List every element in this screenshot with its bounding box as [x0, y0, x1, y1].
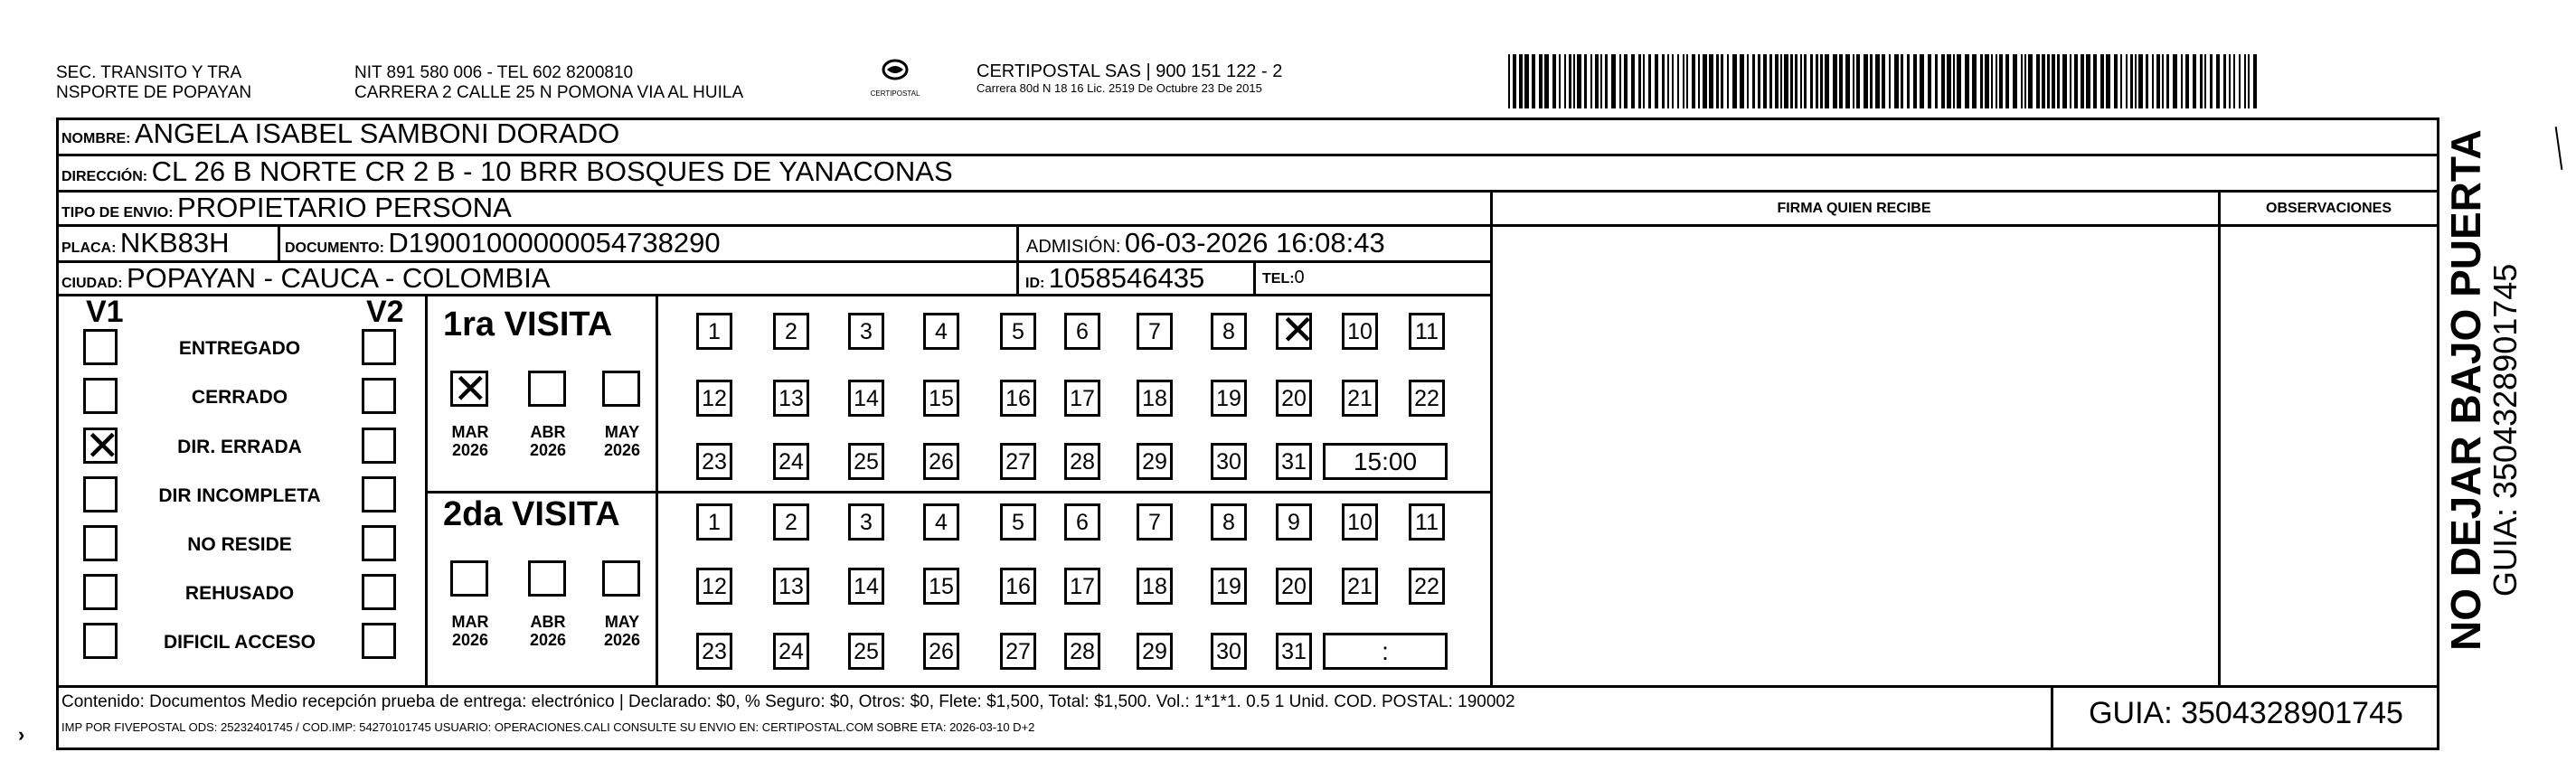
tipo-row [61, 192, 512, 224]
barcode-bar [1573, 54, 1575, 108]
second-month-checkbox[interactable] [528, 560, 566, 597]
id-value: 1058546435 [1048, 262, 1205, 294]
second-month-checkbox[interactable] [450, 560, 488, 597]
second-visit-day-box[interactable]: 16 [1000, 568, 1036, 605]
side-warning: NO DEJAR BAJO PUERTA [2442, 129, 2489, 651]
v1-checkbox-5[interactable] [83, 525, 118, 561]
vrule-id [1016, 260, 1019, 295]
v2-checkbox-1[interactable] [362, 329, 396, 365]
barcode-bar [1595, 54, 1599, 108]
barcode-bar [2086, 54, 2090, 108]
barcode-bar [1667, 54, 1669, 108]
barcode-bar [1845, 54, 1850, 108]
barcode-bar [2024, 54, 2026, 108]
barcode-bar [1672, 54, 1674, 108]
first-visit-day-box[interactable]: 12 [696, 380, 732, 417]
firma-label: FIRMA QUIEN RECIBE [1777, 201, 1931, 216]
barcode-bar [1980, 54, 1983, 108]
first-visit-day-box[interactable]: 21 [1342, 380, 1378, 417]
second-visit-day-box[interactable]: 2 [773, 503, 809, 541]
barcode-bar [1889, 54, 1891, 108]
barcode-bar [2120, 54, 2122, 108]
barcode-bar [2239, 54, 2241, 108]
barcode-bar [1758, 54, 1760, 108]
tipo-value: PROPIETARIO PERSONA [177, 192, 512, 223]
barcode-bar [1763, 54, 1767, 108]
barcode-bar [2081, 54, 2084, 108]
barcode-bar [2193, 54, 2196, 108]
barcode-bar [1784, 54, 1788, 108]
v1-checkbox-6[interactable] [83, 574, 118, 610]
documento-label: DOCUMENTO: [285, 240, 384, 256]
barcode-bar [1532, 54, 1535, 108]
barcode-bar [1856, 54, 1860, 108]
check-mark-icon: ✕ [453, 365, 488, 412]
barcode-bar [1662, 54, 1665, 108]
first-visit-day-box[interactable]: 3 [848, 313, 884, 350]
barcode-bar [1953, 54, 1955, 108]
ciudad-label: CIUDAD: [61, 276, 123, 291]
barcode-bar [1740, 54, 1744, 108]
barcode-bar [1590, 54, 1592, 108]
second-visit-day-box[interactable]: 26 [923, 633, 959, 670]
vrule-firma [1490, 190, 1493, 685]
first-visit-day-box[interactable]: 24 [773, 443, 809, 480]
barcode-bar [1833, 54, 1837, 108]
barcode-bar [2204, 54, 2206, 108]
barcode-bar [2052, 54, 2055, 108]
nombre-value: ANGELA ISABEL SAMBONI DORADO [134, 118, 620, 149]
barcode-bar [1698, 54, 1700, 108]
barcode-bar [1692, 54, 1695, 108]
v1-checkbox-1[interactable] [83, 329, 118, 365]
barcode-bar [2229, 54, 2231, 108]
month-label: MAY 2026 [603, 613, 641, 649]
check-mark-icon: ✕ [1280, 306, 1316, 353]
v1-checkbox-7[interactable] [83, 623, 118, 659]
second-visit-day-box[interactable]: 25 [848, 633, 884, 670]
sender-block [56, 63, 251, 103]
direccion-label: DIRECCIÓN: [61, 169, 148, 184]
second-visit-day-box[interactable]: 4 [923, 503, 959, 541]
barcode-bar [1683, 54, 1684, 108]
second-visit-day-box[interactable]: 23 [696, 633, 732, 670]
barcode-bar [1894, 54, 1899, 108]
v1-checkbox-3[interactable] [83, 422, 120, 469]
barcode-bar [1544, 54, 1549, 108]
margin-arrow: › [18, 723, 25, 746]
first-visit-day-box[interactable]: 18 [1137, 380, 1173, 417]
barcode-bar [2156, 54, 2160, 108]
barcode-bar [2005, 54, 2009, 108]
first-visit-day-box[interactable]: 17 [1064, 380, 1100, 417]
first-visit-day-box[interactable]: 4 [923, 313, 959, 350]
barcode-bar [1747, 54, 1749, 108]
first-visit-title: 1ra VISITA [443, 306, 613, 343]
nit-block [354, 63, 743, 103]
barcode-bar [1752, 54, 1755, 108]
barcode-bar [1795, 54, 1798, 108]
first-visit-day-box[interactable] [1276, 306, 1316, 353]
option-label: DIFICIL ACCESO [163, 632, 316, 653]
barcode-bar [1965, 54, 1969, 108]
barcode-bar [1907, 54, 1910, 108]
barcode-bar [2233, 54, 2235, 108]
barcode-bar [2093, 54, 2097, 108]
barcode-bar [2042, 54, 2045, 108]
month-label: MAR 2026 [451, 423, 489, 459]
barcode-bar [1920, 54, 1924, 108]
barcode-bar [1727, 54, 1729, 108]
first-visit-day-box[interactable]: 27 [1000, 443, 1036, 480]
vrule-calendar [656, 294, 658, 687]
barcode-bar [1901, 54, 1903, 108]
first-visit-day-box[interactable]: 2 [773, 313, 809, 350]
first-visit-day-box[interactable]: 7 [1137, 313, 1173, 350]
barcode-bar [1882, 54, 1885, 108]
certipostal-logo [863, 56, 927, 101]
barcode-bar [1810, 54, 1813, 108]
second-visit-day-box[interactable]: 27 [1000, 633, 1036, 670]
vrule-admision [1016, 226, 1019, 262]
second-visit-day-box[interactable]: 30 [1211, 633, 1247, 670]
barcode-bar [2216, 54, 2220, 108]
first-visit-day-box[interactable]: 1 [696, 313, 732, 350]
barcode-bar [2162, 54, 2164, 108]
barcode-bar [1643, 54, 1645, 108]
barcode-bar [2248, 54, 2250, 108]
vrule-visits [425, 294, 428, 687]
barcode-bar [2135, 54, 2137, 108]
second-visit-day-box[interactable]: 20 [1276, 568, 1312, 605]
sender-line-2: NSPORTE DE POPAYAN [56, 83, 252, 102]
barcode-bar [1985, 54, 1989, 108]
barcode-bar [1816, 54, 1818, 108]
barcode-bar [1804, 54, 1807, 108]
barcode-bar [2185, 54, 2189, 108]
barcode-bar [1552, 54, 1556, 108]
v2-checkbox-6[interactable] [362, 574, 396, 610]
option-label: CERRADO [191, 387, 288, 408]
placa-label: PLACA: [61, 240, 117, 256]
barcode-bar [2106, 54, 2110, 108]
second-visit-day-box[interactable]: 19 [1211, 568, 1247, 605]
sender-line-1: SEC. TRANSITO Y TRA [56, 63, 242, 82]
barcode-bar [2244, 54, 2246, 108]
barcode-bar [2130, 54, 2133, 108]
barcode-bar [1577, 54, 1581, 108]
second-visit-day-box[interactable]: 6 [1064, 503, 1100, 541]
observaciones-label: OBSERVACIONES [2266, 201, 2392, 216]
month-label: ABR 2026 [529, 423, 567, 459]
id-cell [1025, 262, 1204, 295]
admision-value: 06-03-2026 16:08:43 [1124, 227, 1385, 259]
barcode-bar [1820, 54, 1823, 108]
barcode-bar [1913, 54, 1917, 108]
barcode-bar [1790, 54, 1793, 108]
second-visit-day-box[interactable]: 28 [1064, 633, 1100, 670]
barcode-bar [2253, 54, 2257, 108]
first-visit-day-box[interactable]: 13 [773, 380, 809, 417]
svg-text:CERTIPOSTAL: CERTIPOSTAL [870, 89, 920, 98]
barcode-bar [1716, 54, 1719, 108]
second-visit-day-box[interactable]: 5 [1000, 503, 1036, 541]
second-visit-day-box[interactable]: 7 [1137, 503, 1173, 541]
barcode-bar [2100, 54, 2104, 108]
barcode-bar [1619, 54, 1621, 108]
first-visit-day-box[interactable]: 11 [1409, 313, 1445, 350]
tel-label: TEL: [1262, 271, 1295, 287]
nombre-row [61, 118, 619, 150]
admision-label: ADMISIÓN: [1026, 237, 1121, 257]
side-guia: GUIA: 3504328901745 [2486, 263, 2524, 597]
barcode-bar [1870, 54, 1873, 108]
barcode-bar [1513, 54, 1516, 108]
second-visit-day-box[interactable]: 31 [1276, 633, 1312, 670]
first-month-checkbox[interactable] [528, 371, 566, 407]
second-visit-day-box[interactable]: 15 [923, 568, 959, 605]
vrule-tel [1253, 260, 1256, 295]
tel-cell [1262, 268, 1305, 288]
first-month-checkbox[interactable] [602, 371, 640, 407]
barcode-bar [1996, 54, 1997, 108]
v1-checkbox-2[interactable] [83, 378, 118, 414]
barcode-bar [2062, 54, 2067, 108]
barcode-bar [2138, 54, 2143, 108]
barcode-bar [1611, 54, 1616, 108]
company-line-2: Carrera 80d N 18 16 Lic. 2519 De Octubre 23 De 2015 [977, 81, 1262, 95]
second-visit-day-box[interactable]: 11 [1409, 503, 1445, 541]
month-label: MAR 2026 [451, 613, 489, 649]
direccion-value: CL 26 B NORTE CR 2 B - 10 BRR BOSQUES DE YANACONAS [151, 155, 953, 187]
barcode-bar [1839, 54, 1843, 108]
placa-value: NKB83H [119, 227, 230, 259]
second-visit-day-box[interactable]: 9 [1276, 503, 1312, 541]
barcode-bar [1721, 54, 1723, 108]
barcode-bar [2021, 54, 2023, 108]
first-visit-day-box[interactable]: 5 [1000, 313, 1036, 350]
footer-guia: GUIA: 3504328901745 [2089, 696, 2403, 730]
v2-label: V2 [366, 295, 404, 329]
first-visit-day-box[interactable]: 31 [1276, 443, 1312, 480]
rule-footer [56, 685, 2439, 688]
first-visit-day-box[interactable]: 19 [1211, 380, 1247, 417]
documento-cell [285, 227, 721, 259]
month-label: MAY 2026 [603, 423, 641, 459]
barcode-bar [2166, 54, 2169, 108]
barcode-bar [2223, 54, 2226, 108]
barcode-bar [1935, 54, 1938, 108]
first-visit-day-box[interactable]: 15 [923, 380, 959, 417]
v2-checkbox-2[interactable] [362, 378, 396, 414]
rule-visit [425, 491, 1491, 494]
first-visit-day-box[interactable]: 30 [1211, 443, 1247, 480]
barcode-bar [1559, 54, 1561, 108]
first-visit-day-box[interactable]: 8 [1211, 313, 1247, 350]
vrule-placa [278, 226, 280, 262]
first-month-checkbox[interactable] [450, 365, 488, 412]
barcode-bar [1941, 54, 1945, 108]
vrule-obs [2218, 190, 2221, 685]
first-visit-day-box[interactable]: 23 [696, 443, 732, 480]
barcode-bar [2070, 54, 2071, 108]
first-visit-day-box[interactable]: 22 [1409, 380, 1445, 417]
direccion-row [61, 155, 953, 188]
barcode-bar [2013, 54, 2017, 108]
barcode-bar [1875, 54, 1880, 108]
barcode-bar [1624, 54, 1628, 108]
first-visit-day-box[interactable]: 26 [923, 443, 959, 480]
nombre-label: NOMBRE: [61, 131, 131, 146]
documento-value: D19001000000054738290 [388, 227, 721, 259]
v1-checkbox-4[interactable] [83, 476, 118, 512]
barcode-bar [2200, 54, 2203, 108]
v2-checkbox-7[interactable] [362, 623, 396, 659]
barcode [1508, 54, 2259, 108]
barcode-bar [2152, 54, 2154, 108]
barcode-bar [1780, 54, 1782, 108]
barcode-bar [1539, 54, 1543, 108]
second-visit-day-box[interactable]: 13 [773, 568, 809, 605]
first-visit-day-box[interactable]: 28 [1064, 443, 1100, 480]
nit-line-1: NIT 891 580 006 - TEL 602 8200810 [354, 63, 634, 82]
first-visit-day-box[interactable]: 29 [1137, 443, 1173, 480]
barcode-bar [2173, 54, 2177, 108]
first-visit-day-box[interactable]: 6 [1064, 313, 1100, 350]
barcode-bar [2126, 54, 2128, 108]
barcode-bar [1800, 54, 1802, 108]
nit-line-2: CARRERA 2 CALLE 25 N POMONA VIA AL HUILA [354, 83, 744, 102]
second-visit-day-box[interactable]: 10 [1342, 503, 1378, 541]
option-label: ENTREGADO [178, 338, 301, 359]
barcode-bar [1825, 54, 1829, 108]
barcode-bar [2036, 54, 2040, 108]
barcode-bar [1732, 54, 1737, 108]
barcode-bar [1605, 54, 1608, 108]
first-visit-day-box[interactable]: 16 [1000, 380, 1036, 417]
footer-line-2: IMP POR FIVEPOSTAL ODS: 25232401745 / COD.IMP: 54270101745 USUARIO: OPERACIONES.CALI CONSULTE SU ENVIO EN: CERTIPOSTAL.COM SOBRE ETA: 2026-03-10 D+2 [61, 720, 1035, 734]
second-visit-day-box[interactable]: 24 [773, 633, 809, 670]
second-visit-day-box[interactable]: 21 [1342, 568, 1378, 605]
barcode-bar [2210, 54, 2213, 108]
v2-checkbox-4[interactable] [362, 476, 396, 512]
option-label: DIR INCOMPLETA [158, 485, 321, 506]
barcode-bar [1638, 54, 1641, 108]
second-visit-hour-box[interactable]: : [1323, 633, 1448, 670]
barcode-bar [1584, 54, 1587, 108]
barcode-bar [1677, 54, 1679, 108]
second-visit-day-box[interactable]: 18 [1137, 568, 1173, 605]
barcode-bar [1564, 54, 1566, 108]
barcode-bar [1957, 54, 1961, 108]
barcode-bar [2146, 54, 2148, 108]
barcode-bar [1947, 54, 1951, 108]
second-visit-day-box[interactable]: 14 [848, 568, 884, 605]
first-visit-day-box[interactable]: 25 [848, 443, 884, 480]
second-visit-day-box[interactable]: 22 [1409, 568, 1445, 605]
id-label: ID: [1025, 276, 1045, 291]
tipo-label: TIPO DE ENVIO: [61, 205, 174, 221]
option-label: DIR. ERRADA [177, 437, 302, 457]
option-label: NO RESIDE [187, 534, 292, 555]
first-visit-day-box[interactable]: 14 [848, 380, 884, 417]
first-visit-day-box[interactable]: 20 [1276, 380, 1312, 417]
barcode-bar [1648, 54, 1651, 108]
ciudad-value: POPAYAN - CAUCA - COLOMBIA [127, 262, 551, 294]
barcode-bar [2074, 54, 2078, 108]
barcode-bar [2047, 54, 2050, 108]
second-visit-title: 2da VISITA [443, 495, 620, 533]
placa-cell [61, 227, 230, 259]
footer-line-1: Contenido: Documentos Medio recepción prueba de entrega: electrónico | Declarado: $0, % Seguro: $0, Otros: $0, Flete: $1,500, Total: $1,500. Vol.: 1*1*1. 0.5 1 Unid. COD. POSTAL: 190002 [61, 692, 1515, 711]
barcode-bar [1999, 54, 2003, 108]
second-visit-day-box[interactable]: 12 [696, 568, 732, 605]
second-visit-day-box[interactable]: 1 [696, 503, 732, 541]
first-visit-day-box[interactable]: 10 [1342, 313, 1378, 350]
margin-mark [2555, 127, 2563, 170]
barcode-bar [1600, 54, 1602, 108]
barcode-bar [1928, 54, 1931, 108]
second-visit-day-box[interactable]: 17 [1064, 568, 1100, 605]
barcode-bar [2028, 54, 2033, 108]
company-line-1: CERTIPOSTAL SAS | 900 151 122 - 2 [977, 61, 1283, 81]
second-month-checkbox[interactable] [602, 560, 640, 597]
barcode-bar [2114, 54, 2118, 108]
second-visit-day-box[interactable]: 8 [1211, 503, 1247, 541]
v2-checkbox-3[interactable] [362, 428, 396, 464]
barcode-bar [2057, 54, 2060, 108]
tel-value: 0 [1294, 268, 1305, 287]
barcode-bar [1864, 54, 1868, 108]
check-mark-icon: ✕ [85, 422, 120, 469]
option-label: REHUSADO [184, 583, 295, 604]
barcode-bar [2181, 54, 2183, 108]
v2-checkbox-5[interactable] [362, 525, 396, 561]
barcode-bar [1769, 54, 1772, 108]
barcode-bar [1631, 54, 1635, 108]
barcode-bar [1519, 54, 1523, 108]
admision-cell [1026, 227, 1385, 259]
company-block [977, 61, 1282, 96]
barcode-bar [1508, 54, 1510, 108]
barcode-bar [1972, 54, 1977, 108]
second-visit-day-box[interactable]: 3 [848, 503, 884, 541]
barcode-bar [1991, 54, 1993, 108]
first-visit-hour-box[interactable]: 15:00 [1323, 443, 1448, 480]
v1-label: V1 [86, 295, 124, 329]
barcode-bar [1569, 54, 1571, 108]
second-visit-day-box[interactable]: 29 [1137, 633, 1173, 670]
ciudad-cell [61, 262, 551, 295]
month-label: ABR 2026 [529, 613, 567, 649]
barcode-bar [1686, 54, 1688, 108]
barcode-bar [1709, 54, 1713, 108]
barcode-bar [1524, 54, 1529, 108]
barcode-bar [1703, 54, 1707, 108]
barcode-bar [1775, 54, 1779, 108]
barcode-bar [1853, 54, 1854, 108]
barcode-bar [1655, 54, 1658, 108]
